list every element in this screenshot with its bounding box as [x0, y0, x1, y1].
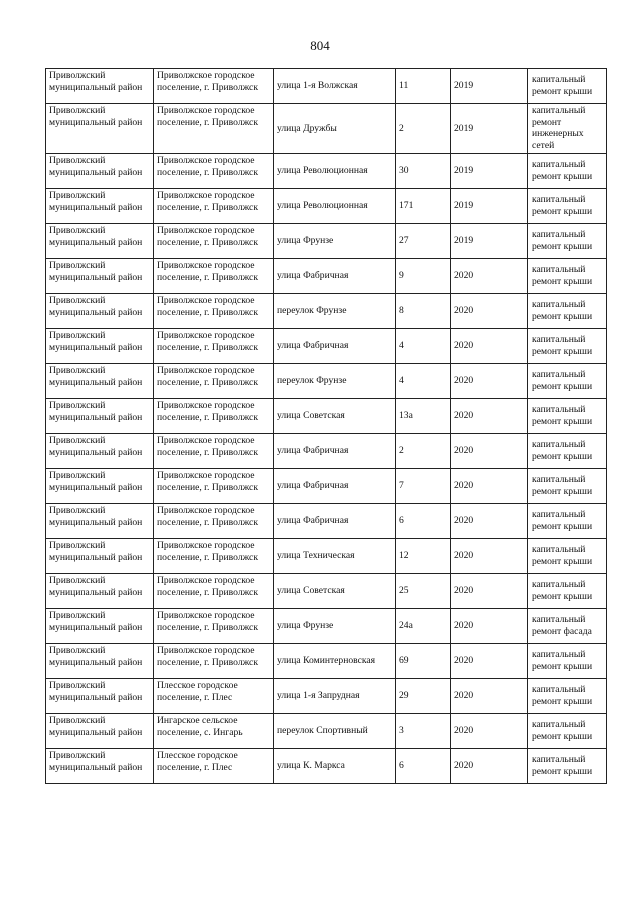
- work-type-cell: капитальный ремонт крыши: [528, 153, 607, 188]
- settlement-cell: Приволжское городское поселение, г. Приволжск: [154, 258, 274, 293]
- district-cell: Приволжский муниципальный район: [46, 433, 154, 468]
- table-row: [46, 643, 607, 678]
- house-number-cell: 2: [396, 104, 451, 154]
- district-cell: Приволжский муниципальный район: [46, 643, 154, 678]
- settlement-cell: Приволжское городское поселение, г. Приволжск: [154, 643, 274, 678]
- table-row: [46, 503, 607, 538]
- street-cell: улица Советская: [274, 398, 396, 433]
- street-cell: улица Фабричная: [274, 468, 396, 503]
- district-cell: Приволжский муниципальный район: [46, 223, 154, 258]
- house-number-cell: 3: [396, 713, 451, 748]
- table-row: [46, 398, 607, 433]
- street-cell: улица Фабричная: [274, 328, 396, 363]
- district-cell: Приволжский муниципальный район: [46, 258, 154, 293]
- street-cell: улица Революционная: [274, 188, 396, 223]
- year-cell: 2020: [451, 573, 528, 608]
- street-cell: переулок Фрунзе: [274, 363, 396, 398]
- year-cell: 2020: [451, 748, 528, 783]
- table-row: [46, 573, 607, 608]
- house-number-cell: 6: [396, 748, 451, 783]
- street-cell: улица 1-я Запрудная: [274, 678, 396, 713]
- street-cell: улица Фабричная: [274, 503, 396, 538]
- house-number-cell: 9: [396, 258, 451, 293]
- house-number-cell: 29: [396, 678, 451, 713]
- table-row: [46, 69, 607, 104]
- table-row: [46, 608, 607, 643]
- year-cell: 2020: [451, 608, 528, 643]
- work-type-cell: капитальный ремонт крыши: [528, 328, 607, 363]
- street-cell: улица Советская: [274, 573, 396, 608]
- house-number-cell: 30: [396, 153, 451, 188]
- table-row: [46, 223, 607, 258]
- settlement-cell: Приволжское городское поселение, г. Приволжск: [154, 188, 274, 223]
- house-number-cell: 7: [396, 468, 451, 503]
- house-number-cell: 24а: [396, 608, 451, 643]
- district-cell: Приволжский муниципальный район: [46, 468, 154, 503]
- work-type-cell: капитальный ремонт крыши: [528, 293, 607, 328]
- settlement-cell: Приволжское городское поселение, г. Приволжск: [154, 468, 274, 503]
- house-number-cell: 13а: [396, 398, 451, 433]
- year-cell: 2020: [451, 293, 528, 328]
- table-row: [46, 104, 607, 154]
- street-cell: улица К. Маркса: [274, 748, 396, 783]
- street-cell: улица Фрунзе: [274, 608, 396, 643]
- table-row: [46, 468, 607, 503]
- settlement-cell: Приволжское городское поселение, г. Приволжск: [154, 153, 274, 188]
- district-cell: Приволжский муниципальный район: [46, 538, 154, 573]
- settlement-cell: Приволжское городское поселение, г. Приволжск: [154, 538, 274, 573]
- street-cell: улица Фабричная: [274, 258, 396, 293]
- district-cell: Приволжский муниципальный район: [46, 69, 154, 104]
- district-cell: Приволжский муниципальный район: [46, 608, 154, 643]
- table-row: [46, 153, 607, 188]
- work-type-cell: капитальный ремонт крыши: [528, 398, 607, 433]
- district-cell: Приволжский муниципальный район: [46, 678, 154, 713]
- settlement-cell: Ингарское сельское поселение, с. Ингарь: [154, 713, 274, 748]
- district-cell: Приволжский муниципальный район: [46, 748, 154, 783]
- work-type-cell: капитальный ремонт крыши: [528, 678, 607, 713]
- work-type-cell: капитальный ремонт крыши: [528, 573, 607, 608]
- house-number-cell: 2: [396, 433, 451, 468]
- house-number-cell: 11: [396, 69, 451, 104]
- table-row: [46, 678, 607, 713]
- settlement-cell: Приволжское городское поселение, г. Приволжск: [154, 433, 274, 468]
- year-cell: 2020: [451, 363, 528, 398]
- work-type-cell: капитальный ремонт крыши: [528, 258, 607, 293]
- work-type-cell: капитальный ремонт крыши: [528, 188, 607, 223]
- year-cell: 2020: [451, 258, 528, 293]
- district-cell: Приволжский муниципальный район: [46, 104, 154, 154]
- district-cell: Приволжский муниципальный район: [46, 573, 154, 608]
- house-number-cell: 171: [396, 188, 451, 223]
- house-number-cell: 4: [396, 363, 451, 398]
- street-cell: улица Техническая: [274, 538, 396, 573]
- work-type-cell: капитальный ремонт крыши: [528, 468, 607, 503]
- settlement-cell: Приволжское городское поселение, г. Приволжск: [154, 104, 274, 154]
- street-cell: переулок Фрунзе: [274, 293, 396, 328]
- district-cell: Приволжский муниципальный район: [46, 398, 154, 433]
- year-cell: 2020: [451, 713, 528, 748]
- work-type-cell: капитальный ремонт крыши: [528, 713, 607, 748]
- house-number-cell: 27: [396, 223, 451, 258]
- page-number: 804: [310, 38, 330, 53]
- table-row: [46, 293, 607, 328]
- year-cell: 2020: [451, 643, 528, 678]
- district-cell: Приволжский муниципальный район: [46, 713, 154, 748]
- repair-schedule-table: [45, 68, 607, 784]
- house-number-cell: 25: [396, 573, 451, 608]
- district-cell: Приволжский муниципальный район: [46, 328, 154, 363]
- street-cell: улица 1-я Волжская: [274, 69, 396, 104]
- table-row: [46, 713, 607, 748]
- year-cell: 2020: [451, 678, 528, 713]
- settlement-cell: Приволжское городское поселение, г. Приволжск: [154, 573, 274, 608]
- street-cell: улица Фрунзе: [274, 223, 396, 258]
- house-number-cell: 8: [396, 293, 451, 328]
- table-row: [46, 188, 607, 223]
- settlement-cell: Приволжское городское поселение, г. Приволжск: [154, 398, 274, 433]
- year-cell: 2020: [451, 503, 528, 538]
- district-cell: Приволжский муниципальный район: [46, 153, 154, 188]
- work-type-cell: капитальный ремонт крыши: [528, 363, 607, 398]
- settlement-cell: Приволжское городское поселение, г. Приволжск: [154, 328, 274, 363]
- district-cell: Приволжский муниципальный район: [46, 503, 154, 538]
- street-cell: улица Коминтерновская: [274, 643, 396, 678]
- settlement-cell: Приволжское городское поселение, г. Приволжск: [154, 223, 274, 258]
- district-cell: Приволжский муниципальный район: [46, 363, 154, 398]
- table-row: [46, 538, 607, 573]
- year-cell: 2020: [451, 433, 528, 468]
- table-body: [46, 69, 607, 784]
- year-cell: 2020: [451, 328, 528, 363]
- table-row: [46, 363, 607, 398]
- table-row: [46, 748, 607, 783]
- work-type-cell: капитальный ремонт крыши: [528, 643, 607, 678]
- settlement-cell: Приволжское городское поселение, г. Приволжск: [154, 608, 274, 643]
- street-cell: улица Революционная: [274, 153, 396, 188]
- house-number-cell: 4: [396, 328, 451, 363]
- work-type-cell: капитальный ремонт крыши: [528, 503, 607, 538]
- district-cell: Приволжский муниципальный район: [46, 188, 154, 223]
- work-type-cell: капитальный ремонт крыши: [528, 223, 607, 258]
- street-cell: улица Дружбы: [274, 104, 396, 154]
- work-type-cell: капитальный ремонт инженерных сетей: [528, 104, 607, 154]
- work-type-cell: капитальный ремонт крыши: [528, 538, 607, 573]
- year-cell: 2020: [451, 538, 528, 573]
- year-cell: 2020: [451, 398, 528, 433]
- house-number-cell: 69: [396, 643, 451, 678]
- settlement-cell: Плесское городское поселение, г. Плес: [154, 678, 274, 713]
- street-cell: улица Фабричная: [274, 433, 396, 468]
- year-cell: 2019: [451, 69, 528, 104]
- settlement-cell: Приволжское городское поселение, г. Приволжск: [154, 503, 274, 538]
- year-cell: 2019: [451, 188, 528, 223]
- year-cell: 2020: [451, 468, 528, 503]
- settlement-cell: Приволжское городское поселение, г. Приволжск: [154, 69, 274, 104]
- settlement-cell: Приволжское городское поселение, г. Приволжск: [154, 293, 274, 328]
- house-number-cell: 6: [396, 503, 451, 538]
- settlement-cell: Плесское городское поселение, г. Плес: [154, 748, 274, 783]
- table-row: [46, 328, 607, 363]
- settlement-cell: Приволжское городское поселение, г. Приволжск: [154, 363, 274, 398]
- year-cell: 2019: [451, 104, 528, 154]
- work-type-cell: капитальный ремонт крыши: [528, 69, 607, 104]
- street-cell: переулок Спортивный: [274, 713, 396, 748]
- house-number-cell: 12: [396, 538, 451, 573]
- work-type-cell: капитальный ремонт крыши: [528, 433, 607, 468]
- district-cell: Приволжский муниципальный район: [46, 293, 154, 328]
- work-type-cell: капитальный ремонт крыши: [528, 748, 607, 783]
- year-cell: 2019: [451, 153, 528, 188]
- work-type-cell: капитальный ремонт фасада: [528, 608, 607, 643]
- table-row: [46, 258, 607, 293]
- year-cell: 2019: [451, 223, 528, 258]
- table-row: [46, 433, 607, 468]
